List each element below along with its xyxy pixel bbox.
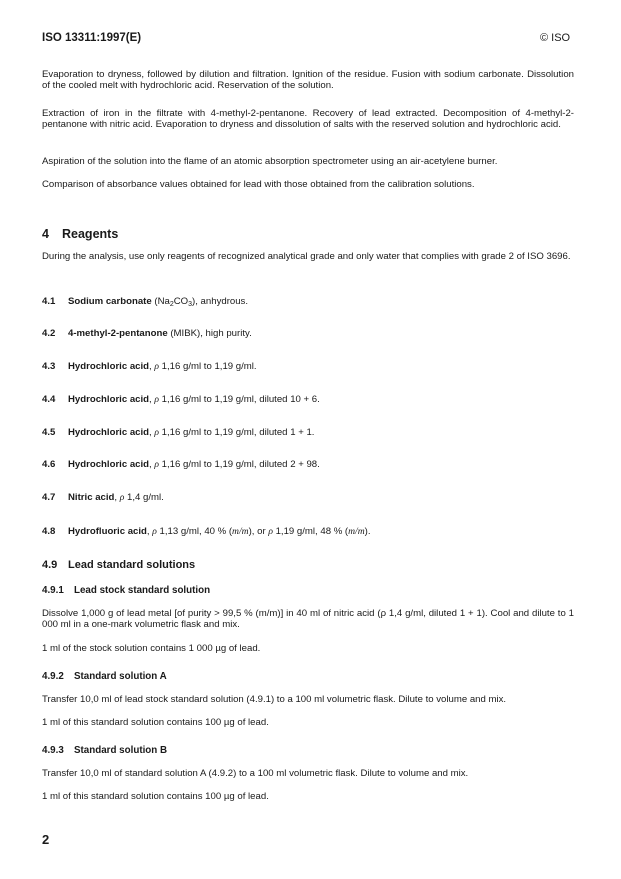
subsection-title: Standard solution A <box>74 671 167 682</box>
subsection-heading-4-9-1 <box>42 585 210 596</box>
reagent-item-4-4 <box>42 394 320 405</box>
density-symbol: ρ <box>154 361 159 372</box>
separator: , <box>114 492 120 503</box>
formula-subscript: 3 <box>188 301 193 308</box>
subsection-heading-4-9-3 <box>42 745 167 756</box>
subsection-heading-4-9-2 <box>42 671 167 682</box>
subsection-heading-4-9 <box>42 559 195 571</box>
formula-text: CO <box>173 296 189 307</box>
solution-b-concentration: 1 ml of this standard solution contains 100 µg of lead. <box>42 791 269 802</box>
item-number: 4.5 <box>42 427 56 438</box>
separator: , <box>149 394 155 405</box>
copyright-notice: © ISO <box>540 32 571 44</box>
solution-a-concentration: 1 ml of this standard solution contains 100 µg of lead. <box>42 717 269 728</box>
reagent-item-4-7 <box>42 492 164 503</box>
reagent-description: ), or <box>248 526 269 537</box>
section-intro: During the analysis, use only reagents of recognized analytical grade and only water that complies with grade 2 of ISO 3696. <box>42 251 571 262</box>
subsection-number: 4.9 <box>42 559 58 571</box>
item-number: 4.2 <box>42 328 56 339</box>
density-symbol: ρ <box>154 459 159 470</box>
intro-paragraph-4: Comparison of absorbance values obtained for lead with those obtained from the calibration solutions. <box>42 179 475 190</box>
item-number: 4.6 <box>42 459 56 470</box>
separator: , <box>149 427 155 438</box>
subsection-title: Lead stock standard solution <box>74 585 211 596</box>
subsection-title: Lead standard solutions <box>68 559 196 571</box>
reagent-name: Hydrochloric acid <box>68 427 150 438</box>
solution-b-procedure: Transfer 10,0 ml of standard solution A (4.9.2) to a 100 ml volumetric flask. Dilute to volume and mix. <box>42 768 469 779</box>
separator: , <box>146 526 153 537</box>
reagent-description: 1,13 g/ml, 40 % ( <box>156 526 233 537</box>
reagent-item-4-5 <box>42 427 314 438</box>
section-title: Reagents <box>62 227 119 241</box>
density-symbol: ρ <box>154 394 159 405</box>
subsection-title: Standard solution B <box>74 745 168 756</box>
reagent-name: 4-methyl-2-pentanone <box>68 328 168 339</box>
subsection-number: 4.9.3 <box>42 745 64 756</box>
intro-paragraph-2: Extraction of iron in the filtrate with 4-methyl-2-pentanone. Recovery of lead extracted. Decomposition of 4-methyl-2-pentanone with nitric acid. Evaporation to dryness and dissolution of salts with the reserved solution and hydrochloric acid. <box>42 108 574 130</box>
reagent-description: ). <box>364 526 371 537</box>
reagent-description: (MIBK), high purity. <box>167 328 252 339</box>
document-id: ISO 13311:1997(E) <box>42 32 142 44</box>
solution-a-procedure: Transfer 10,0 ml of lead stock standard solution (4.9.1) to a 100 ml volumetric flask. Dilute to volume and mix. <box>42 694 507 705</box>
item-number: 4.4 <box>42 394 56 405</box>
density-symbol: ρ <box>152 526 157 537</box>
reagent-item-4-8 <box>42 526 371 537</box>
formula-text: ), anhydrous. <box>192 296 249 307</box>
reagent-description: 1,16 g/ml to 1,19 g/ml. <box>159 361 257 372</box>
subsection-number: 4.9.2 <box>42 671 64 682</box>
stock-solution-concentration: 1 ml of the stock solution contains 1 000 µg of lead. <box>42 643 261 654</box>
reagent-name: Sodium carbonate <box>68 296 152 307</box>
formula-text: (Na <box>151 296 170 307</box>
reagent-item-4-2 <box>42 328 252 339</box>
density-symbol: ρ <box>268 526 273 537</box>
page-number: 2 <box>42 832 50 847</box>
reagent-description: 1,16 g/ml to 1,19 g/ml, diluted 10 + 6. <box>159 394 320 405</box>
formula-subscript: 2 <box>169 301 174 308</box>
reagent-description: 1,16 g/ml to 1,19 g/ml, diluted 1 + 1. <box>159 427 315 438</box>
item-number: 4.1 <box>42 296 56 307</box>
item-number: 4.7 <box>42 492 56 503</box>
reagent-name: Hydrochloric acid <box>68 361 150 372</box>
section-heading <box>42 227 118 241</box>
mass-fraction-unit: m/m <box>232 526 249 537</box>
stock-solution-procedure: Dissolve 1,000 g of lead metal [of purity > 99,5 % (m/m)] in 40 ml of nitric acid (ρ 1,4 g/ml, diluted 1 + 1). Cool and dilute to 1 000 ml in a one-mark volumetric flask and mix. <box>42 608 574 630</box>
reagent-name: Hydrochloric acid <box>68 459 150 470</box>
section-number: 4 <box>42 227 49 241</box>
reagent-name: Nitric acid <box>68 492 115 503</box>
item-number: 4.8 <box>42 526 56 537</box>
density-symbol: ρ <box>119 492 125 503</box>
separator: , <box>149 459 155 470</box>
reagent-name: Hydrofluoric acid <box>68 526 147 537</box>
reagent-name: Hydrochloric acid <box>68 394 150 405</box>
reagent-item-4-6 <box>42 459 320 470</box>
reagent-item-4-3 <box>42 361 257 372</box>
reagent-description: 1,16 g/ml to 1,19 g/ml, diluted 2 + 98. <box>159 459 320 470</box>
reagent-description: 1,4 g/ml. <box>124 492 164 503</box>
density-symbol: ρ <box>154 427 159 438</box>
separator: , <box>149 361 155 372</box>
subsection-number: 4.9.1 <box>42 585 64 596</box>
intro-paragraph-3: Aspiration of the solution into the flame of an atomic absorption spectrometer using an air-acetylene burner. <box>42 156 498 167</box>
intro-paragraph-1: Evaporation to dryness, followed by dilution and filtration. Ignition of the residue. Fusion with sodium carbonate. Dissolution of the cooled melt with hydrochloric acid. Reservation of the solution. <box>42 69 574 91</box>
reagent-item-4-1 <box>42 296 248 307</box>
reagent-description: 1,19 g/ml, 48 % ( <box>272 526 349 537</box>
item-number: 4.3 <box>42 361 56 372</box>
mass-fraction-unit: m/m <box>348 526 365 537</box>
